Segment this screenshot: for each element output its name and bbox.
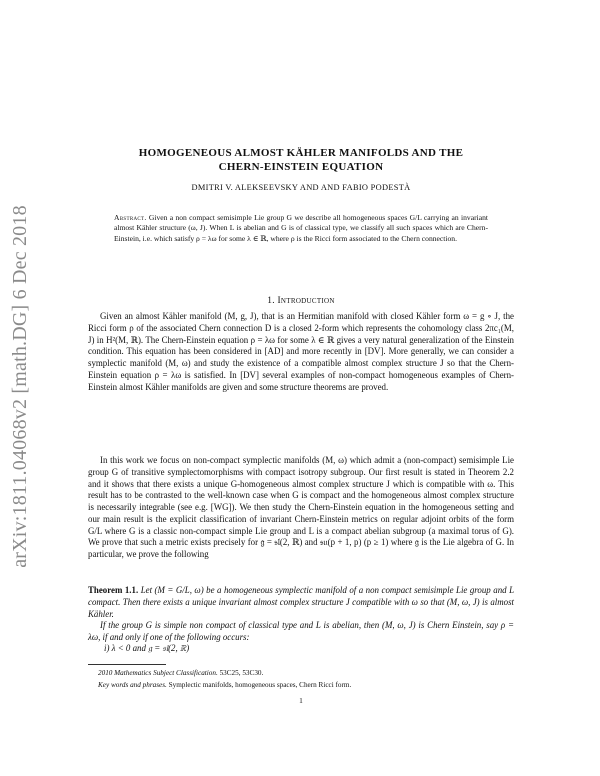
- paper-title: [88, 146, 514, 174]
- theorem-1-1: [88, 585, 514, 620]
- page-number: 1: [299, 696, 303, 705]
- paper-title-line1: HOMOGENEOUS ALMOST KÄHLER MANIFOLDS AND THE: [138, 147, 464, 159]
- paper-title-line2: CHERN-EINSTEIN EQUATION: [218, 161, 384, 173]
- abstract-text: Given a non compact semisimple Lie group G we describe all homogeneous spaces G/L carrying an invariant almost Kähler structure (ω, J). When L is abelian and G is of classical type, we classify all such spaces which are Chern-Einstein, i.e. which satisfy ρ = λω for some λ ∈ ℝ, where ρ is the Ricci form associated to the Chern connection.: [114, 213, 488, 243]
- footnote-msc: [88, 669, 514, 678]
- footnote-msc-label: 2010 Mathematics Subject Classification.: [98, 669, 218, 677]
- abstract: [114, 213, 488, 244]
- footnote-keywords-text: Symplectic manifolds, homogeneous spaces, Chern Ricci form.: [168, 681, 352, 689]
- footnote-divider: [88, 664, 166, 665]
- paper-authors: DMITRI V. ALEKSEEVSKY AND AND FABIO PODESTÀ: [191, 183, 411, 192]
- footnote-keywords: [88, 681, 514, 690]
- section-heading-introduction: 1. Introduction: [267, 296, 335, 306]
- footnote-msc-codes: 53C25, 53C30.: [219, 669, 264, 677]
- footnote-keywords-label: Key words and phrases.: [98, 681, 167, 689]
- arxiv-identifier-stamp: [6, 176, 34, 596]
- intro-paragraph-1: Given an almost Kähler manifold (M, g, J), that is an Hermitian manifold with closed Kähler form ω = g ∘ J, the Ricci form ρ of the associated Chern connection D is a closed 2-form which represents the cohomology class 2πc₁(M, J) in H²(M, ℝ). The Chern-Einstein equation ρ = λω for some λ ∈ ℝ gives a very natural generalization of the Einstein condition. This equation has been considered in [AD] and more recently in [DV]. More generally, we can consider a symplectic manifold (M, ω) and study the existence of a compatible almost complex structure J so that the Chern- Einstein equation ρ = λω is satisfied. In [DV] several examples of non-compact homogeneous examples of Chern-Einstein almost Kähler manifolds are given and some structure theorems are proved.: [88, 311, 514, 392]
- intro-paragraph-2: In this work we focus on non-compact symplectic manifolds (M, ω) which admit a (non-compact) semisimple Lie group G of transitive symplectomorphisms with compact isotropy subgroup. Our first result is stated in Theorem 2.2 and it shows that there exists a unique G-homogeneous almost complex structure J which is compatible with ω. This result has to be contrasted to the well-known case when G is compact and the homogeneous almost complex structure is necessarily integrable (see e.g. [WG]). We then study the Chern-Einstein equation in the homogeneous setting and our main result is the explicit classification of invariant Chern-Einstein metrics on regular adjoint orbits of the form G/L where G is a classic non-compact simple Lie group and L is a compact abelian subgroup (a maximal torus of G). We prove that such a metric exists precisely for 𝔤 = 𝔰𝔩(2, ℝ) and 𝔰𝔲(p + 1, p) (p ≥ 1) where 𝔤 is the Lie algebra of G. In particular, we prove the following: [88, 455, 514, 559]
- arxiv-identifier-text: arXiv:1811.04068v2 [math.DG] 6 Dec 2018: [8, 204, 31, 568]
- abstract-label: Abstract.: [114, 213, 147, 222]
- theorem-item-i: i) λ < 0 and 𝔤 = 𝔰𝔩(2, ℝ): [104, 643, 190, 653]
- theorem-statement: Let (M = G/L, ω) be a homogeneous symplectic manifold of a non compact semisimple Lie group and L compact. Then there exists a unique invariant almost complex structure J compatible with ω so that (M, ω, J) is almost Kähler.: [88, 585, 515, 619]
- theorem-label: Theorem 1.1.: [88, 585, 139, 595]
- theorem-1-1-continued: If the group G is simple non compact of classical type and L is abelian, then (M, ω, J) is Chern Einstein, say ρ = λω, if and only if one of the following occurs:: [88, 620, 514, 642]
